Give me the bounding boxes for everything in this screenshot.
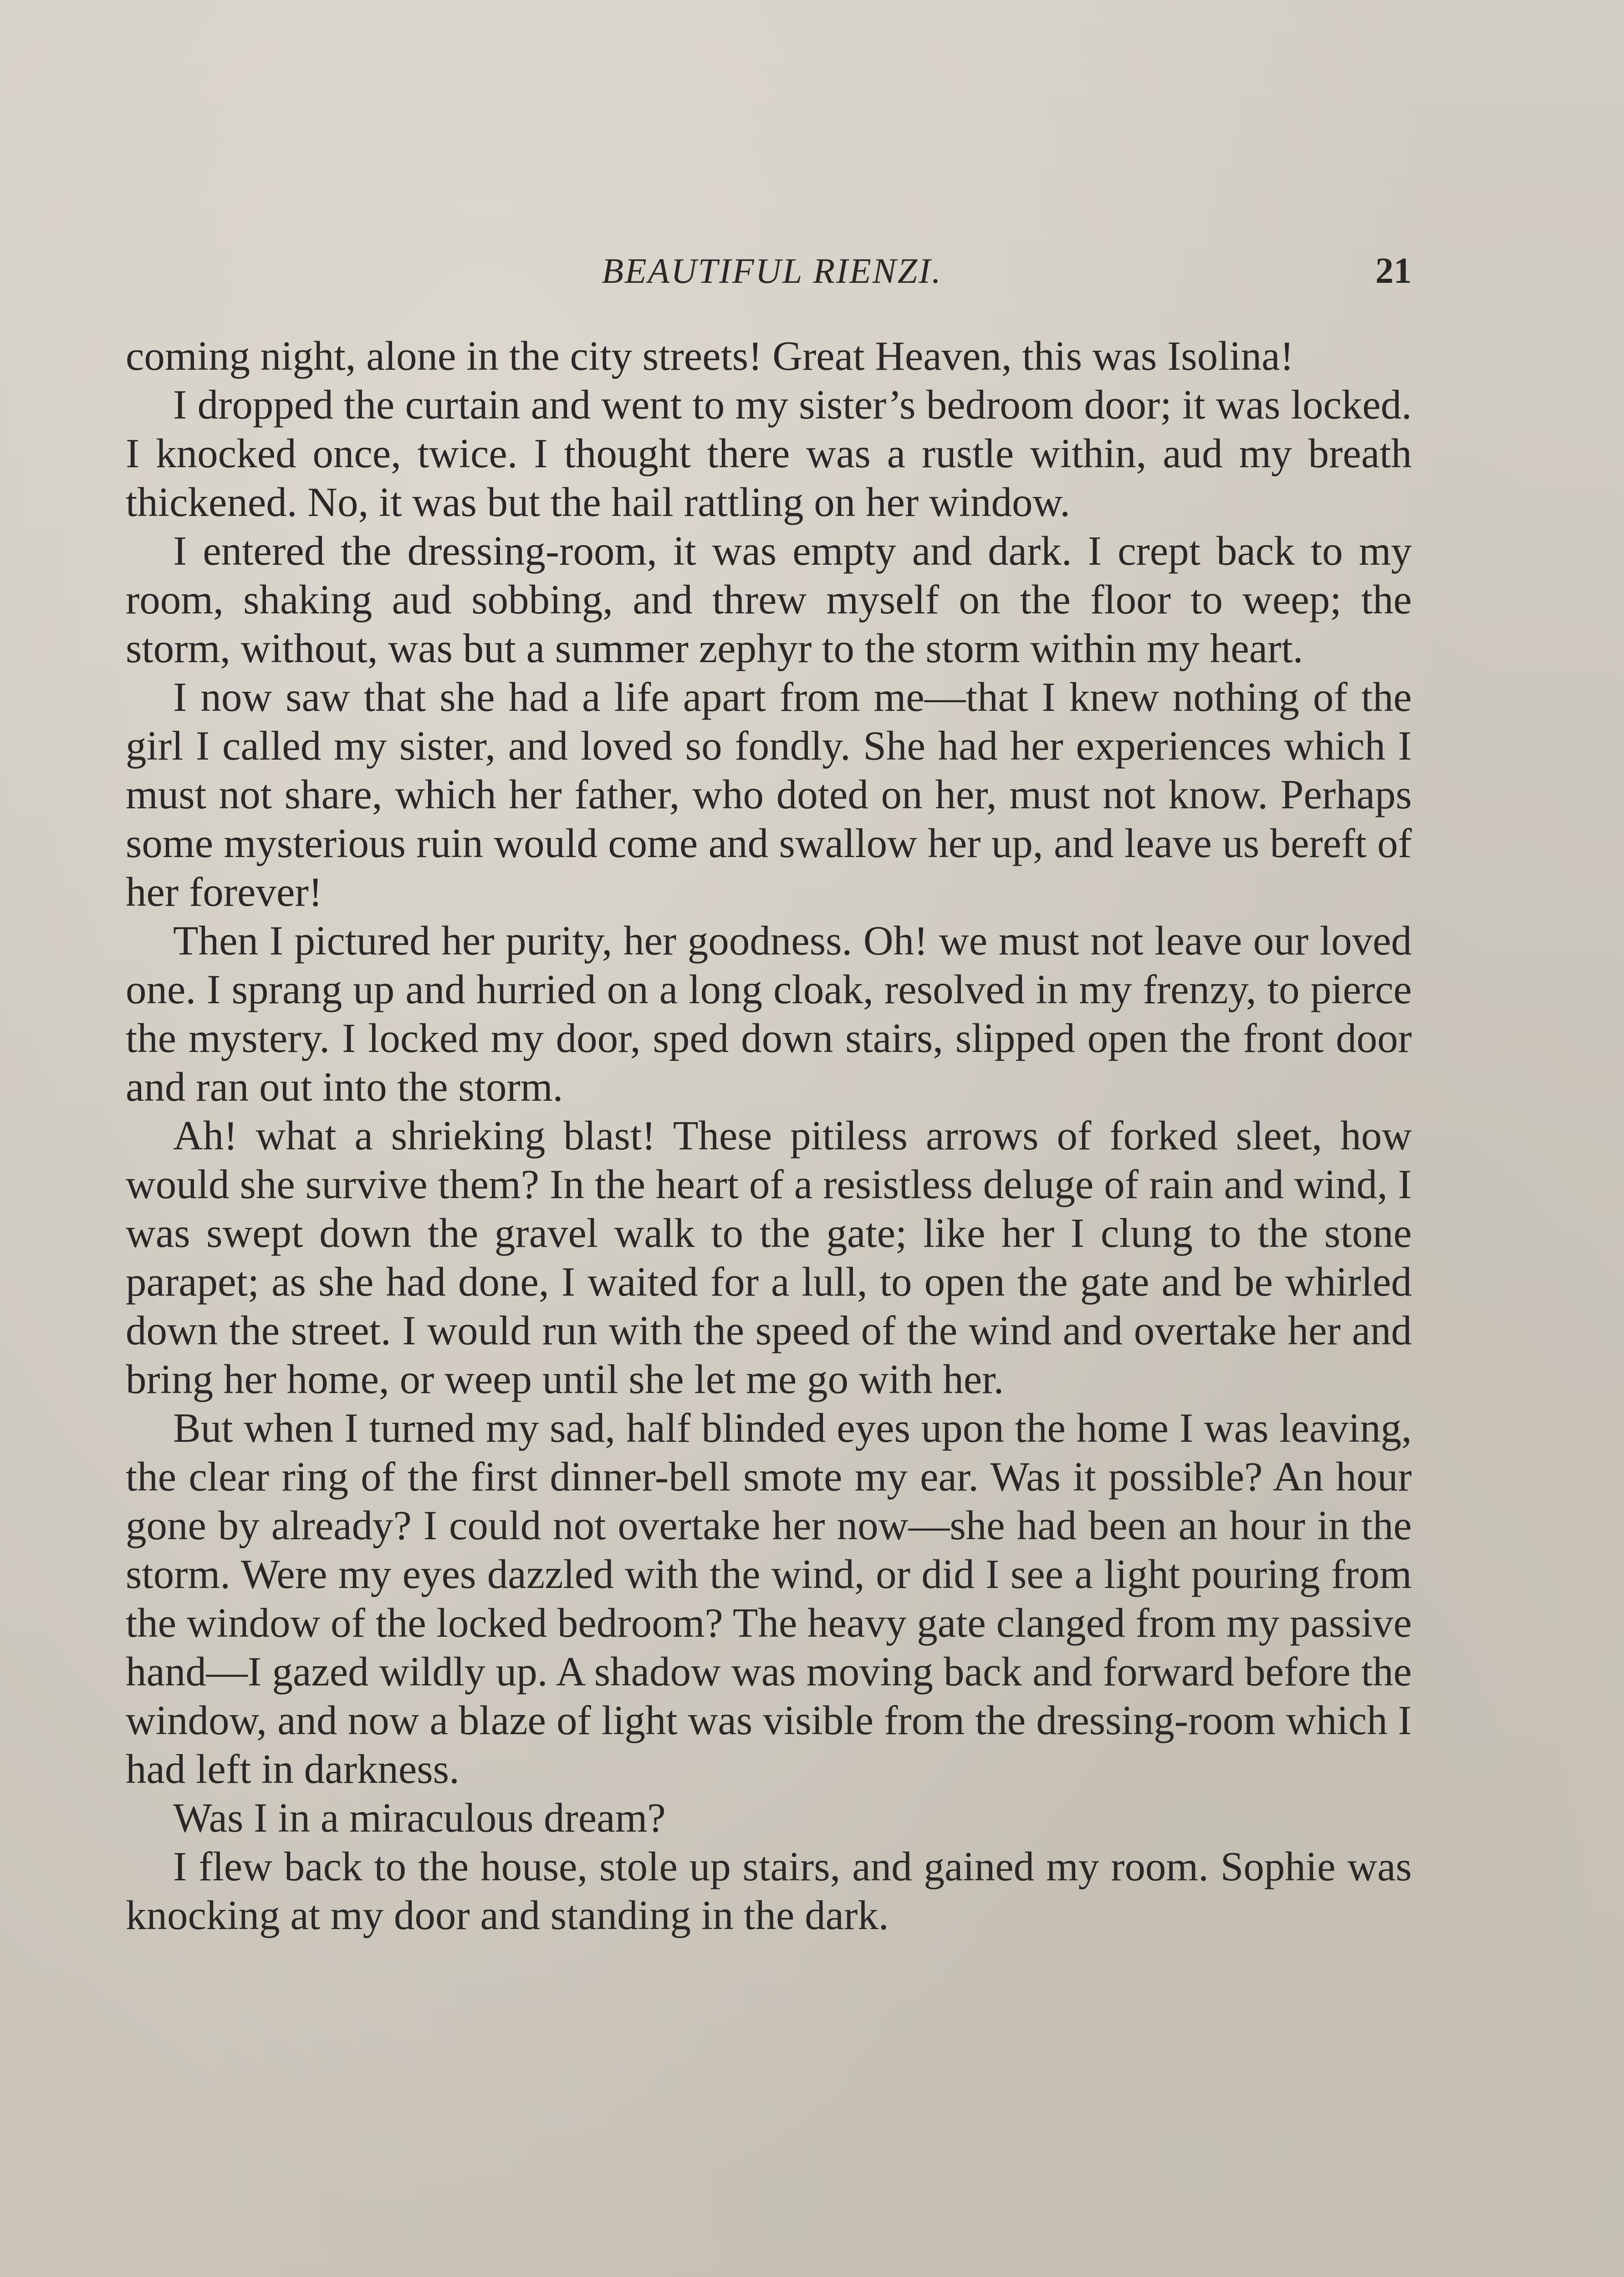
paragraph: I dropped the curtain and went to my sister’s bedroom door; it was locked. I knocked once, twice. I thought there was a rustle within, aud my breath thickened. No, it was but the hail rattling on her window. xyxy=(126,382,1412,525)
paragraph: Then I pictured her purity, her goodness. Oh! we must not leave our loved one. I sprang up and hurried on a long cloak, resolved in my frenzy, to pierce the mystery. I locked my door, sped down stairs, slipped open the front door and ran out into the storm. xyxy=(126,918,1412,1110)
running-title: BEAUTIFUL RIENZI. xyxy=(602,251,942,291)
paragraph: Ah! what a shrieking blast! These pitiless arrows of forked sleet, how would she survive them? In the heart of a resistless deluge of rain and wind, I was swept down the gravel walk to the gate; like her I clung to the stone parapet; as she had done, I waited for a lull, to open the gate and be whirled down the street. I would run with the speed of the wind and overtake her and bring her home, or weep until she let me go with her. xyxy=(126,1113,1412,1402)
paragraph: I entered the dressing-room, it was empty and dark. I crept back to my room, shaking aud sobbing, and threw myself on the floor to weep; the storm, without, was but a summer zephyr to the storm within my heart. xyxy=(126,528,1412,671)
paragraph: I flew back to the house, stole up stairs, and gained my room. Sophie was knocking at my door and standing in the dark. xyxy=(126,1843,1412,1938)
paragraph: Was I in a miraculous dream? xyxy=(173,1795,666,1841)
body-text xyxy=(126,332,1412,1940)
paragraph: I now saw that she had a life apart from me—that I knew nothing of the girl I called my sister, and loved so fondly. She had her experiences which I must not share, which her father, who doted on her, must not know. Perhaps some mysterious ruin would come and swallow her up, and leave us bereft of her forever! xyxy=(126,674,1412,915)
paragraph: But when I turned my sad, half blinded eyes upon the home I was leaving, the clear ring of the first dinner-bell smote my ear. Was it possible? An hour gone by already? I could not overtake her now—she had been an hour in the storm. Were my eyes dazzled with the wind, or did I see a light pouring from the window of the locked bedroom? The heavy gate clanged from my passive hand—I gazed wildly up. A shadow was moving back and forward before the window, and now a blaze of light was visible from the dressing-room which I had left in darkness. xyxy=(126,1405,1412,1792)
running-head xyxy=(132,246,1412,296)
paragraph-continued: coming night, alone in the city streets! Great Heaven, this was Isolina! xyxy=(126,333,1294,379)
page-number: 21 xyxy=(1375,251,1412,291)
